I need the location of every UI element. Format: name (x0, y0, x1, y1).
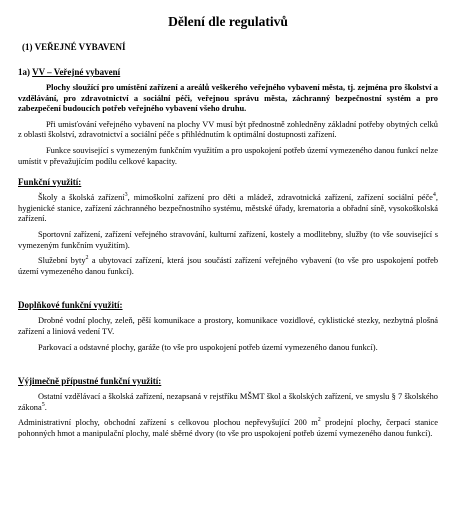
supplementary-paragraph-1: Drobné vodní plochy, zeleň, pěší komunikace a prostory, komunikace vozidlové, cyklistické stezky, nezbytná plošná zařízení a liniová vedení TV. (18, 316, 438, 336)
footnote-ref-4: 4 (432, 192, 436, 199)
exceptional-paragraph-2 (18, 418, 438, 439)
main-use-p3-text-b: a ubytovací zařízení, která jsou součástí zařízení veřejného vybavení (to vše pro uspokojení potřeb území vymezeného danou funkcí). (18, 256, 439, 276)
placement-paragraph: Při umisťování veřejného vybavení na plochy VV musí být přednostně zohledněny základní potřeby obytných celků z oblasti školství, zdravotnictví a sociální péče s přihlédnutím k optimální dostupnosti zařízení. (18, 119, 438, 140)
exceptional-heading: Výjimečně přípustné funkční využití: (18, 376, 162, 387)
subsection-prefix: 1a) (18, 67, 33, 77)
main-use-paragraph-2: Sportovní zařízení, zařízení veřejného stravování, kulturní zařízení, kostely a modlitebny, služby (to vše související s vymezeným funkčním využitím). (18, 229, 438, 250)
main-use-heading: Funkční využití: (18, 177, 82, 188)
footnote-ref-3: 3 (124, 192, 128, 199)
main-use-p1-text-c: , hygienické stanice, zařízení záchranného bezpečnostního systému, městské úřady, krematoria a obřadní síně, vysokoškolská zařízení. (18, 193, 438, 224)
document-title: Dělení dle regulativů (168, 14, 288, 29)
main-use-paragraph-1 (18, 193, 438, 225)
exceptional-p2-text-a: Administrativní plochy, obchodní zařízení s celkovou plochou nepřevyšující 200 m (18, 418, 318, 428)
footnote-ref-5: 5 (41, 401, 45, 408)
subsection-label: VV – Veřejné vybavení (32, 67, 121, 77)
functions-paragraph: Funkce související s vymezeným funkčním využitím a pro uspokojení potřeb území vymezeného danou funkcí nelze umístit v převažujícím podílu celkové kapacity. (18, 145, 438, 166)
supplementary-paragraph-2: Parkovací a odstavné plochy, garáže (to vše pro uspokojení potřeb území vymezeného danou funkcí). (38, 342, 378, 352)
intro-paragraph: Plochy sloužící pro umístění zařízení a areálů veškerého veřejného vybavení města, tj. zejména pro školství a vzdělávání, pro zdravotnictví a sociální péči, veřejnou správu města, záchranný bezpečnostní systém a pro zabezpečení budoucích potřeb veřejného vybavení všeho druhu. (18, 83, 438, 114)
exceptional-paragraph-1 (18, 392, 438, 413)
exceptional-p1-text-b: . (44, 402, 47, 412)
main-use-p1-text-b: , mimoškolní zařízení pro děti a mládež, zdravotnická zařízení, zařízení sociální péče (127, 193, 433, 203)
main-use-paragraph-3 (18, 256, 438, 277)
exceptional-p2-text-b: prodejní plochy, čerpací stanice pohonných hmot a manipulační plochy, malé sběrné dvory (to vše pro uspokojení potřeb území vymezeného danou funkcí). (18, 418, 438, 438)
exceptional-p1-text-a: Ostatní vzdělávací a školská zařízení, nezapsaná v rejstříku MŠMT škol a školských zařízení, ve smyslu § 7 školského zákona (18, 392, 438, 412)
main-use-p3-text-a: Služební byty (38, 256, 86, 266)
footnote-ref-2: 2 (85, 255, 89, 262)
superscript-square: 2 (317, 417, 321, 424)
supplementary-heading: Doplňkové funkční využití: (18, 300, 123, 311)
main-use-p1-text-a: Školy a školská zařízení (38, 193, 125, 203)
section-heading: (1) VEŘEJNÉ VYBAVENÍ (22, 42, 126, 52)
subsection-heading (18, 67, 438, 78)
